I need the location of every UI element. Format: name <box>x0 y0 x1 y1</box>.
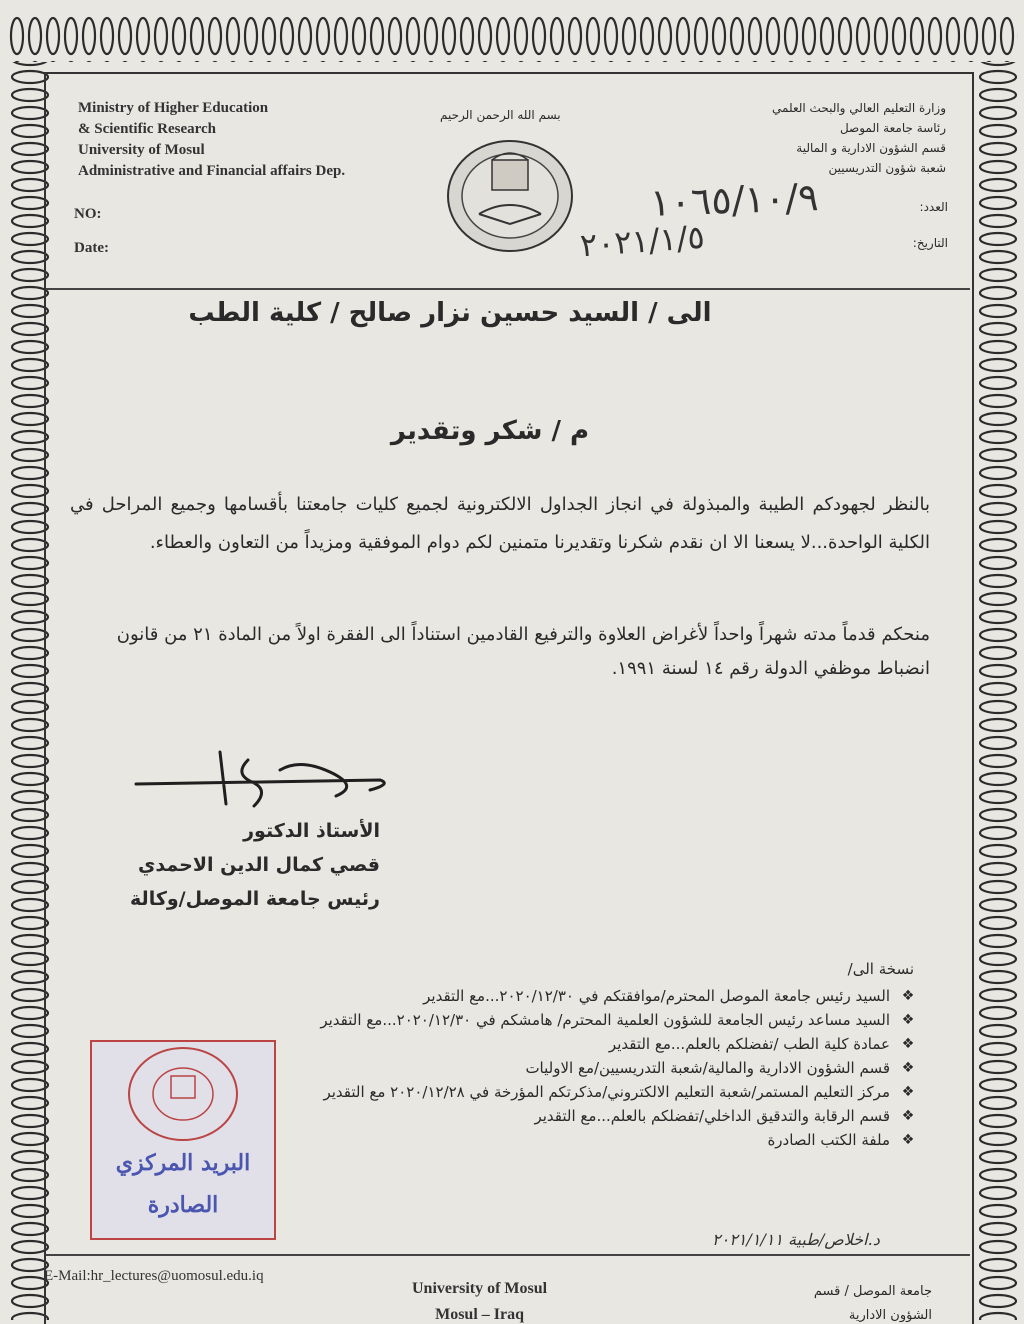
university-line: University of Mosul <box>78 142 205 158</box>
basmala: بسم الله الرحمن الرحيم <box>440 108 561 122</box>
diamond-bullet-icon: ❖ <box>901 1108 915 1124</box>
stamp-seal-icon <box>124 1044 242 1144</box>
footer-ar-line1: جامعة الموصل / قسم <box>813 1284 932 1299</box>
handwritten-date: ٢٠٢١/١/٥ <box>578 217 706 265</box>
diamond-bullet-icon: ❖ <box>901 1060 915 1076</box>
stamp-line2: الصادرة <box>147 1192 219 1218</box>
handwritten-number: ١٠٦٥/١٠/٩ <box>649 175 820 225</box>
diamond-bullet-icon: ❖ <box>901 1012 915 1028</box>
list-item: ❖ عمادة كلية الطب /تفضلكم بالعلم...مع التقدير <box>138 1032 918 1056</box>
no-label: NO: <box>74 206 102 222</box>
department-line: Administrative and Financial affairs Dep. <box>78 163 346 179</box>
central-mail-stamp <box>90 1040 276 1240</box>
ar-ministry-line: وزارة التعليم العالي والبحث العلمي <box>772 101 946 115</box>
arabic-letterhead <box>772 98 946 178</box>
diamond-bullet-icon: ❖ <box>901 1084 915 1100</box>
ar-date-label: التاريخ: <box>912 236 948 250</box>
cc-label: نسخة الى/ <box>847 960 914 978</box>
footer-university: University of Mosul <box>412 1280 548 1297</box>
signatory-title: الأستاذ الدكتور <box>243 820 380 842</box>
ministry-line: Ministry of Higher Education <box>78 100 269 116</box>
subject-line: م / شكر وتقدير <box>390 416 590 446</box>
footer-divider <box>46 1254 970 1256</box>
signatory-position: رئيس جامعة الموصل/وكالة <box>130 888 380 910</box>
ar-section-line: شعبة شؤون التدريسيين <box>828 161 946 175</box>
recipient-line: الى / السيد حسين نزار صالح / كلية الطب <box>188 298 712 328</box>
english-letterhead <box>78 98 345 182</box>
letter-body: بالنظر لجهودكم الطيبة والمبذولة في انجاز الجداول الالكترونية لجميع كليات جامعتنا بأقسامها وجميع المراحل في الكلية الواحدة...لا يسعنا الا ان نقدم شكرنا وتقديرنا متمنين لكم دوام الموفقية ومزيداً من التعاون والعطاء. <box>70 494 930 553</box>
footer-address-en <box>412 1276 547 1324</box>
ar-presidency-line: رئاسة جامعة الموصل <box>839 121 946 135</box>
ar-no-label: العدد: <box>919 200 948 214</box>
letter-clause: منحكم قدماً مدته شهراً واحداً لأغراض العلاوة والترفيع القادمين استناداً الى الفقرة اولاً من المادة ٢١ من قانون انضباط موظفي الدولة رقم ١٤ لسنة ١٩٩١. <box>116 624 930 679</box>
stamp-line1: البريد المركزي <box>115 1150 251 1176</box>
footer-address-ar <box>814 1280 932 1324</box>
ar-department-line: قسم الشؤون الادارية و المالية <box>796 141 946 155</box>
footer-ar-line2: الشؤون الادارية <box>848 1308 932 1323</box>
list-item: ❖ قسم الشؤون الادارية والمالية/شعبة التدريسيين/مع الاوليات <box>138 1056 918 1080</box>
list-item: ❖ قسم الرقابة والتدقيق الداخلي/تفضلكم بالعلم...مع التقدير <box>138 1104 918 1128</box>
diamond-bullet-icon: ❖ <box>901 1036 915 1052</box>
header-divider <box>46 288 970 290</box>
list-item: ❖ السيد مساعد رئيس الجامعة للشؤون العلمية المحترم/ هامشكم في ٢٠٢٠/١٢/٣٠...مع التقدير <box>138 1008 918 1032</box>
signatory-block <box>60 814 380 916</box>
list-item: ❖ السيد رئيس جامعة الموصل المحترم/موافقتكم في ٢٠٢٠/١٢/٣٠...مع التقدير <box>138 984 918 1008</box>
list-item: ❖ ملفة الكتب الصادرة <box>138 1128 918 1152</box>
footer-city: Mosul – Iraq <box>435 1306 524 1323</box>
date-label: Date: <box>74 240 109 256</box>
handwritten-note: د.اخلاص/طبية ٢٠٢١/١/١١ <box>712 1230 880 1249</box>
list-item: ❖ مركز التعليم المستمر/شعبة التعليم الالكتروني/مذكرتكم المؤرخة في ٢٠٢٠/١٢/٢٨ مع التقدير <box>138 1080 918 1104</box>
research-line: & Scientific Research <box>78 121 217 137</box>
signature-icon <box>130 740 400 820</box>
email-link[interactable]: E-Mail:hr_lectures@uomosul.edu.iq <box>44 1268 264 1284</box>
signatory-name: قصي كمال الدين الاحمدي <box>138 854 380 876</box>
diamond-bullet-icon: ❖ <box>901 1132 915 1148</box>
university-seal-icon <box>445 138 575 254</box>
diamond-bullet-icon: ❖ <box>901 988 915 1004</box>
